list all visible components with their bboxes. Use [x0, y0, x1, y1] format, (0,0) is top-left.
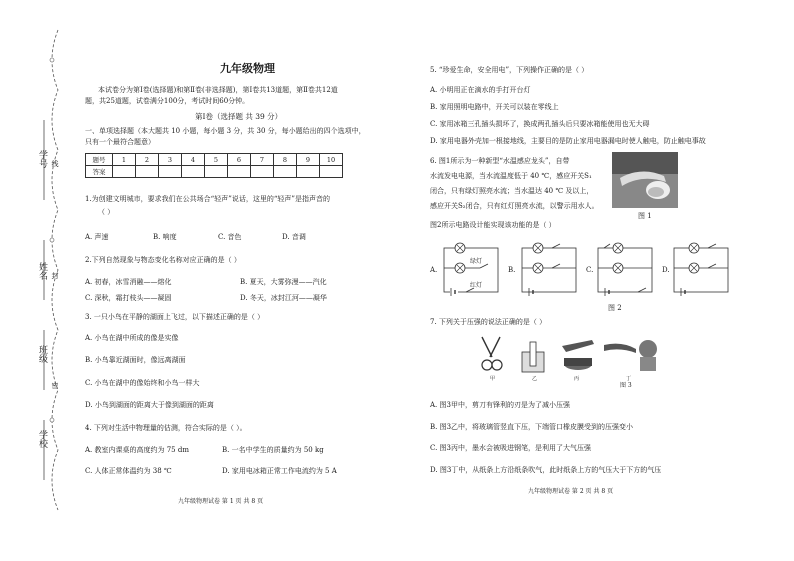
question-6-line-1: 6. 图1所示为一种新型“水温感应龙头”，自带: [430, 157, 570, 165]
question-3-option-c: C. 小鸟在湖中的像始终和小鸟一样大: [85, 379, 200, 387]
question-7-stem: 7. 下列关于压强的说法正确的是（ ）: [430, 318, 547, 326]
figure-3-label-b: 乙: [532, 376, 538, 382]
table-cell: 1: [113, 154, 136, 166]
answer-cell[interactable]: [320, 166, 343, 178]
question-1-stem: 1.为创建文明城市，要求我们在公共场合“轻声”说话，这里的“轻声”是指声音的: [85, 195, 330, 203]
answer-cell[interactable]: [251, 166, 274, 178]
table-cell: 7: [251, 154, 274, 166]
circuit-option-b: B.: [508, 266, 516, 274]
question-3-stem: 3. 一只小鸟在平静的湖面上飞过，以下描述正确的是（ ）: [85, 313, 265, 321]
page-title: 九年级物理: [220, 62, 275, 75]
question-2-option-b: B. 夏天，大雾弥漫——汽化: [240, 278, 327, 286]
question-3-option-a: A. 小鸟在湖中所成的像是实像: [85, 334, 179, 342]
table-cell: 10: [320, 154, 343, 166]
question-1-option-d: D. 音调: [282, 233, 306, 241]
answer-cell[interactable]: [205, 166, 228, 178]
answer-cell[interactable]: [274, 166, 297, 178]
circuit-option-a: A.: [430, 266, 438, 274]
question-6-line-5: 图2所示电路设计能实现该功能的是（ ）: [430, 221, 556, 229]
question-2-option-c: C. 深秋，霜打枝头——凝固: [85, 294, 172, 302]
table-cell: 4: [182, 154, 205, 166]
class-label: 班级: [37, 345, 47, 363]
question-4-option-c: C. 人体正常体温约为 38 ℃: [85, 467, 172, 475]
circuit-diagram-d: [670, 240, 732, 298]
table-cell: 6: [228, 154, 251, 166]
seal-label: 封: [51, 272, 59, 279]
answer-table-header-row: [86, 154, 343, 166]
binding-line: [0, 0, 60, 561]
question-3-option-b: B. 小鸟靠近湖面时，像远离湖面: [85, 356, 186, 364]
question-2-option-a: A. 初春，冰雪消融——熔化: [85, 278, 172, 286]
question-7-option-a: A. 图3甲中，剪刀有锋利的刃是为了减小压强: [430, 401, 570, 409]
table-cell: 2: [136, 154, 159, 166]
circuit-diagram-a: [440, 240, 502, 298]
question-2-option-d: D. 冬天，冰封江河——凝华: [240, 294, 327, 302]
answer-cell[interactable]: [228, 166, 251, 178]
question-1-option-b: B. 响度: [153, 233, 177, 241]
circuit-option-d: D.: [662, 266, 670, 274]
question-4-option-b: B. 一名中学生的质量约为 50 kg: [222, 446, 324, 454]
school-label: 学校: [37, 430, 47, 448]
answer-cell[interactable]: [182, 166, 205, 178]
blowing-paper-icon: [602, 335, 660, 373]
question-7-option-b: B. 图3乙中，将玻璃管竖直下压，下端管口橡皮膜受到的压强变小: [430, 423, 634, 431]
scissors-icon: [478, 335, 504, 373]
table-cell: 3: [159, 154, 182, 166]
figure-3-caption: 图 3: [620, 382, 632, 389]
binding-margin: [0, 0, 60, 561]
figure-3-label-a: 甲: [490, 376, 496, 382]
question-6-line-3: 闭合，只有绿灯照亮水流；当水温达 40 ℃ 及以上，: [430, 187, 594, 195]
table-cell: 9: [297, 154, 320, 166]
answer-table: [85, 153, 343, 178]
question-5-stem: 5. “珍爱生命，安全用电”，下列操作正确的是（ ）: [430, 66, 589, 74]
intro-line-2: 题，共25道题，试卷满分100分，考试时间60分钟。: [85, 97, 250, 105]
part-1-instruction-1: 一、单项选择题（本大题共 10 小题，每小题 3 分，共 30 分，每小题给出的四个选项中，: [85, 127, 366, 135]
table-cell: 8: [274, 154, 297, 166]
question-5-option-d: D. 家用电器外壳加一根接地线，主要目的是防止家用电器漏电时使人触电，防止触电事故: [430, 137, 706, 145]
tight-label: 密: [51, 382, 59, 389]
question-5-option-c: C. 家用冰箱三孔插头损坏了，换成两孔插头后只要冰箱能使用也无大碍: [430, 120, 650, 128]
student-id-label: 学号: [37, 150, 47, 168]
table-cell: 题号: [86, 154, 113, 166]
section-1-heading: 第Ⅰ卷（选择题 共 39 分）: [195, 112, 283, 121]
line-label: 线: [51, 160, 59, 167]
question-4-stem: 4. 下列对生活中物理量的估测，符合实际的是（ ）。: [85, 424, 247, 432]
circuit-option-c: C.: [586, 266, 594, 274]
answer-cell[interactable]: [136, 166, 159, 178]
answer-table-answer-row: [86, 166, 343, 178]
question-1-option-a: A. 声速: [85, 233, 109, 241]
beaker-tube-icon: [520, 340, 546, 374]
lamp-label: 红灯: [470, 282, 483, 289]
table-cell: 答案: [86, 166, 113, 178]
answer-cell[interactable]: [159, 166, 182, 178]
right-page-footer: 九年级物理试卷 第 2 页 共 8 页: [528, 488, 614, 495]
figure-1-caption: 图 1: [638, 212, 652, 220]
name-label: 姓名: [37, 262, 47, 280]
figure-3-label-c: 丙: [574, 376, 580, 382]
pen-ink-icon: [558, 336, 598, 374]
question-5-option-a: A. 小明用正在滴水的手打开台灯: [430, 86, 531, 94]
question-1-option-c: C. 音色: [218, 233, 242, 241]
figure-2-caption: 图 2: [608, 304, 622, 312]
question-6-line-2: 水流发电电源，当水流温度低于 40 ℃，感应开关S₁: [430, 172, 592, 180]
lamp-label: 绿灯: [470, 258, 483, 265]
answer-cell[interactable]: [297, 166, 320, 178]
question-4-option-d: D. 家用电冰箱正常工作电流约为 5 A: [222, 467, 337, 475]
question-2-stem: 2.下列自然现象与物态变化名称对应正确的是（ ）: [85, 256, 241, 264]
question-6-line-4: 感应开关S₂闭合，只有红灯照亮水流，以警示用水人。: [430, 202, 599, 210]
circuit-diagram-b: [518, 240, 580, 298]
table-cell: 5: [205, 154, 228, 166]
figure-3-label-d: 丁: [626, 376, 632, 382]
question-3-option-d: D. 小鸟到湖面的距离大于像到湖面的距离: [85, 401, 214, 409]
intro-line-1: 本试卷分为第Ⅰ卷(选择题)和第Ⅱ卷(非选择题)，第Ⅰ卷共13道题，第Ⅱ卷共12道: [98, 86, 338, 94]
question-7-option-c: C. 图3丙中，墨水会被吸进钢笔，是利用了大气压强: [430, 444, 592, 452]
question-4-option-a: A. 教室内课桌的高度约为 75 dm: [85, 446, 189, 454]
circuit-diagram-c: [594, 240, 656, 298]
left-page-footer: 九年级物理试卷 第 1 页 共 8 页: [178, 498, 264, 505]
question-1-blank: （ ）: [98, 208, 115, 216]
faucet-photo: [612, 152, 678, 208]
answer-cell[interactable]: [113, 166, 136, 178]
question-7-option-d: D. 图3丁中，从纸条上方沿纸条吹气，此时纸条上方的气压大于下方的气压: [430, 466, 662, 474]
question-5-option-b: B. 家用照明电路中，开关可以装在零线上: [430, 103, 559, 111]
part-1-instruction-2: 只有一个最符合题意）: [85, 138, 155, 146]
